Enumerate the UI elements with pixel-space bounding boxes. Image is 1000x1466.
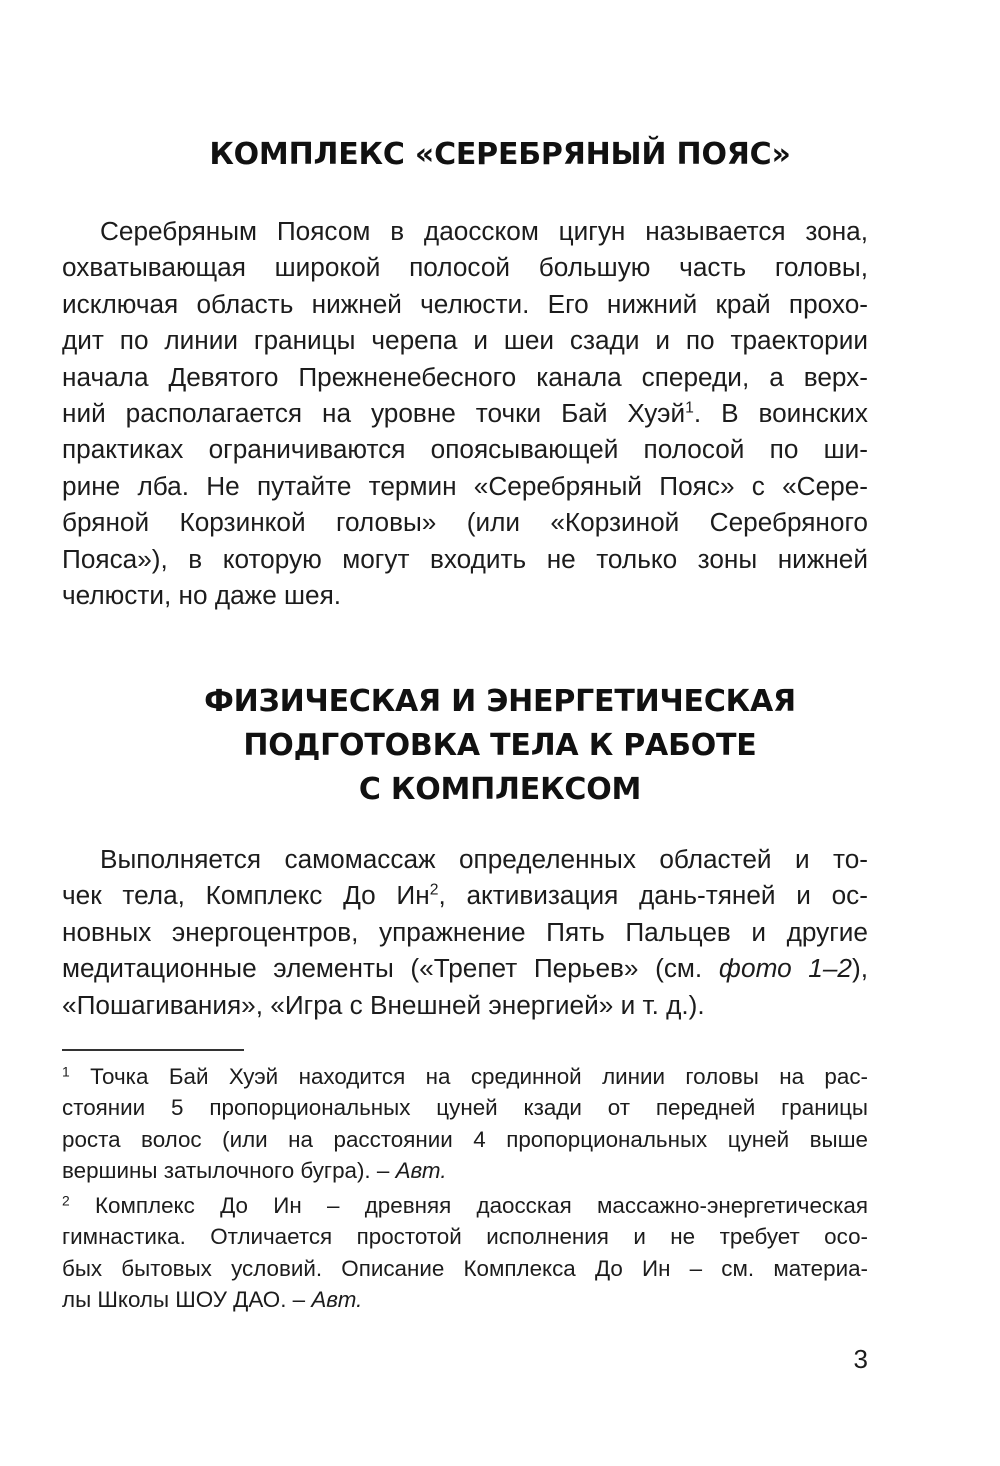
footnote-mark: 2 — [62, 1192, 70, 1209]
section-title-preparation: ФИЗИЧЕСКАЯ И ЭНЕРГЕТИЧЕСКАЯ ПОДГОТОВКА ТЕЛА К РАБОТЕ С КОМПЛЕКСОМ — [204, 684, 796, 807]
footnote-ref-1: 1 — [685, 399, 694, 417]
text-line: Пояса»), в которую могут входить не только зоны нижней — [62, 543, 868, 574]
text-line: начала Девятого Прежненебесного канала спереди, а верх- — [62, 361, 868, 392]
text-line: медитационные элементы («Трепет Перьев» (см. фото 1–2), — [62, 953, 868, 984]
text-line: охватывающая широкой полосой большую часть головы, — [62, 252, 868, 283]
paragraph-silver-belt — [62, 213, 868, 613]
text-line: челюсти, но даже шея. — [62, 580, 342, 611]
section-title-silver-belt: КОМПЛЕКС «СЕРЕБРЯНЫЙ ПОЯС» — [209, 137, 791, 172]
footnote-1 — [62, 1061, 868, 1186]
text-line: «Пошагивания», «Игра с Внешней энергией» и т. д.). — [62, 989, 705, 1020]
text-line: рине лба. Не путайте термин «Серебряный Пояс» с «Сере- — [62, 470, 868, 501]
text-line: дит по линии границы черепа и шеи сзади и по траектории — [62, 325, 868, 356]
photo-reference: фото 1–2 — [718, 953, 852, 984]
footnote-line: гимнастика. Отличается простотой исполнения и не требует осо- — [62, 1224, 868, 1250]
text-line: чек тела, Комплекс До $Ин^2$, активизация дань-тяней и ос- — [62, 880, 868, 911]
footnote-mark: 1 — [62, 1063, 70, 1080]
footnote-line: стоянии 5 пропорциональных цуней кзади от передней границы — [62, 1095, 868, 1121]
footnote-ref-2: 2 — [429, 881, 439, 899]
footnote-line: вершины затылочного бугра). – Авт. — [62, 1157, 447, 1183]
text-line: новных энергоцентров, упражнение Пять Пальцев и другие — [62, 916, 868, 947]
text-line: ний располагается на уровне точки Бай Хуэй$^1$. В воинских — [62, 398, 869, 429]
text-line: Выполняется самомассаж определенных областей и то- — [100, 844, 868, 874]
text-line: практиках ограничиваются опоясывающей полосой по ши- — [62, 434, 868, 465]
footnote-2 — [62, 1190, 868, 1315]
page-number: 3 — [853, 1344, 868, 1374]
footnote-line: $^2$ Комплекс До Ин – древняя даосская массажно-энергетическая — [62, 1192, 868, 1218]
author-note: Авт. — [395, 1157, 447, 1183]
footnote-line: $^1$ Точка Бай Хуэй находится на срединной линии головы на рас- — [62, 1063, 868, 1089]
text-line: бряной Корзинкой головы» (или «Корзиной Серебряного — [62, 507, 868, 538]
footnote-line: лы Школы ШОУ ДАО. – Авт. — [62, 1286, 363, 1312]
author-note: Авт. — [311, 1286, 363, 1312]
footnote-line: бых бытовых условий. Описание Комплекса До Ин – см. материа- — [62, 1255, 868, 1281]
text-line: исключая область нижней челюсти. Его нижний край прохо- — [62, 288, 868, 319]
footnote-divider — [62, 1049, 244, 1051]
paragraph-preparation — [62, 841, 868, 1023]
footnote-line: роста волос (или на расстоянии 4 пропорциональных цуней выше — [62, 1126, 868, 1152]
text-line: Серебряным Поясом в даосском цигун называется зона, — [100, 216, 868, 246]
